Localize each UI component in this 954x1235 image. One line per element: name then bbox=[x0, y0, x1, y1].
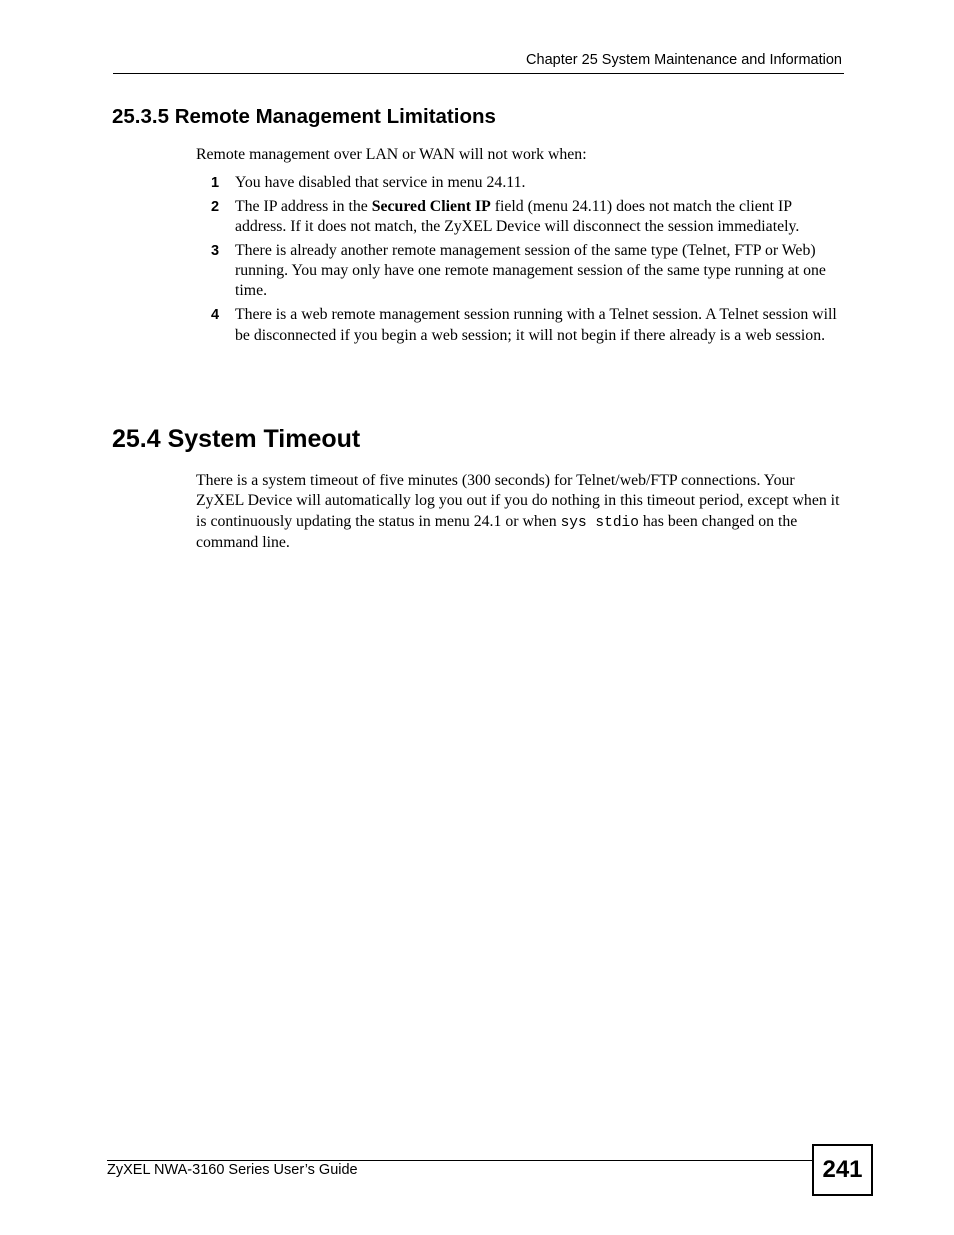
intro-paragraph: Remote management over LAN or WAN will not work when: bbox=[196, 146, 587, 163]
section-heading-remote-management-limitations: 25.3.5 Remote Management Limitations bbox=[112, 105, 496, 128]
list-item bbox=[196, 241, 846, 302]
list-item bbox=[196, 197, 846, 238]
list-item-text: The IP address in the Secured Client IP field (menu 24.11) does not match the client IP address. If it does not match, the ZyXEL Device will disconnect the session immediately. bbox=[235, 197, 800, 236]
secured-client-ip-label: Secured Client IP bbox=[371, 197, 491, 215]
list-item-number: 4 bbox=[211, 307, 220, 324]
list-item-number: 2 bbox=[211, 198, 220, 215]
guide-title: ZyXEL NWA-3160 Series User’s Guide bbox=[107, 1162, 358, 1178]
page-number: 241 bbox=[812, 1144, 873, 1196]
list-item bbox=[196, 173, 846, 193]
running-header: Chapter 25 System Maintenance and Information bbox=[526, 52, 842, 68]
list-item-text: There is a web remote management session running with a Telnet session. A Telnet session will be disconnected if you begin a web session; it will not begin if there already is a web session. bbox=[235, 306, 837, 344]
footer-divider bbox=[107, 1160, 813, 1161]
list-item-number: 3 bbox=[211, 242, 220, 259]
sys-stdio-command: sys stdio bbox=[560, 514, 639, 531]
system-timeout-paragraph: There is a system timeout of five minutes (300 seconds) for Telnet/web/FTP connections. Your ZyXEL Device will automatically log you out if you do nothing in this timeout period, except when it is continuously updating the status in menu 24.1 or when sys stdio has been changed on the command line. bbox=[196, 472, 840, 551]
list-item bbox=[196, 305, 846, 346]
list-item-text: There is already another remote management session of the same type (Telnet, FTP or Web) running. You may only have one remote management session of the same type running at one time. bbox=[235, 241, 826, 300]
section-heading-system-timeout: 25.4 System Timeout bbox=[112, 425, 361, 453]
list-item-number: 1 bbox=[211, 175, 220, 191]
limitations-list bbox=[196, 173, 846, 349]
list-item-text: You have disabled that service in menu 24.11. bbox=[235, 174, 526, 191]
header-divider bbox=[113, 73, 844, 74]
